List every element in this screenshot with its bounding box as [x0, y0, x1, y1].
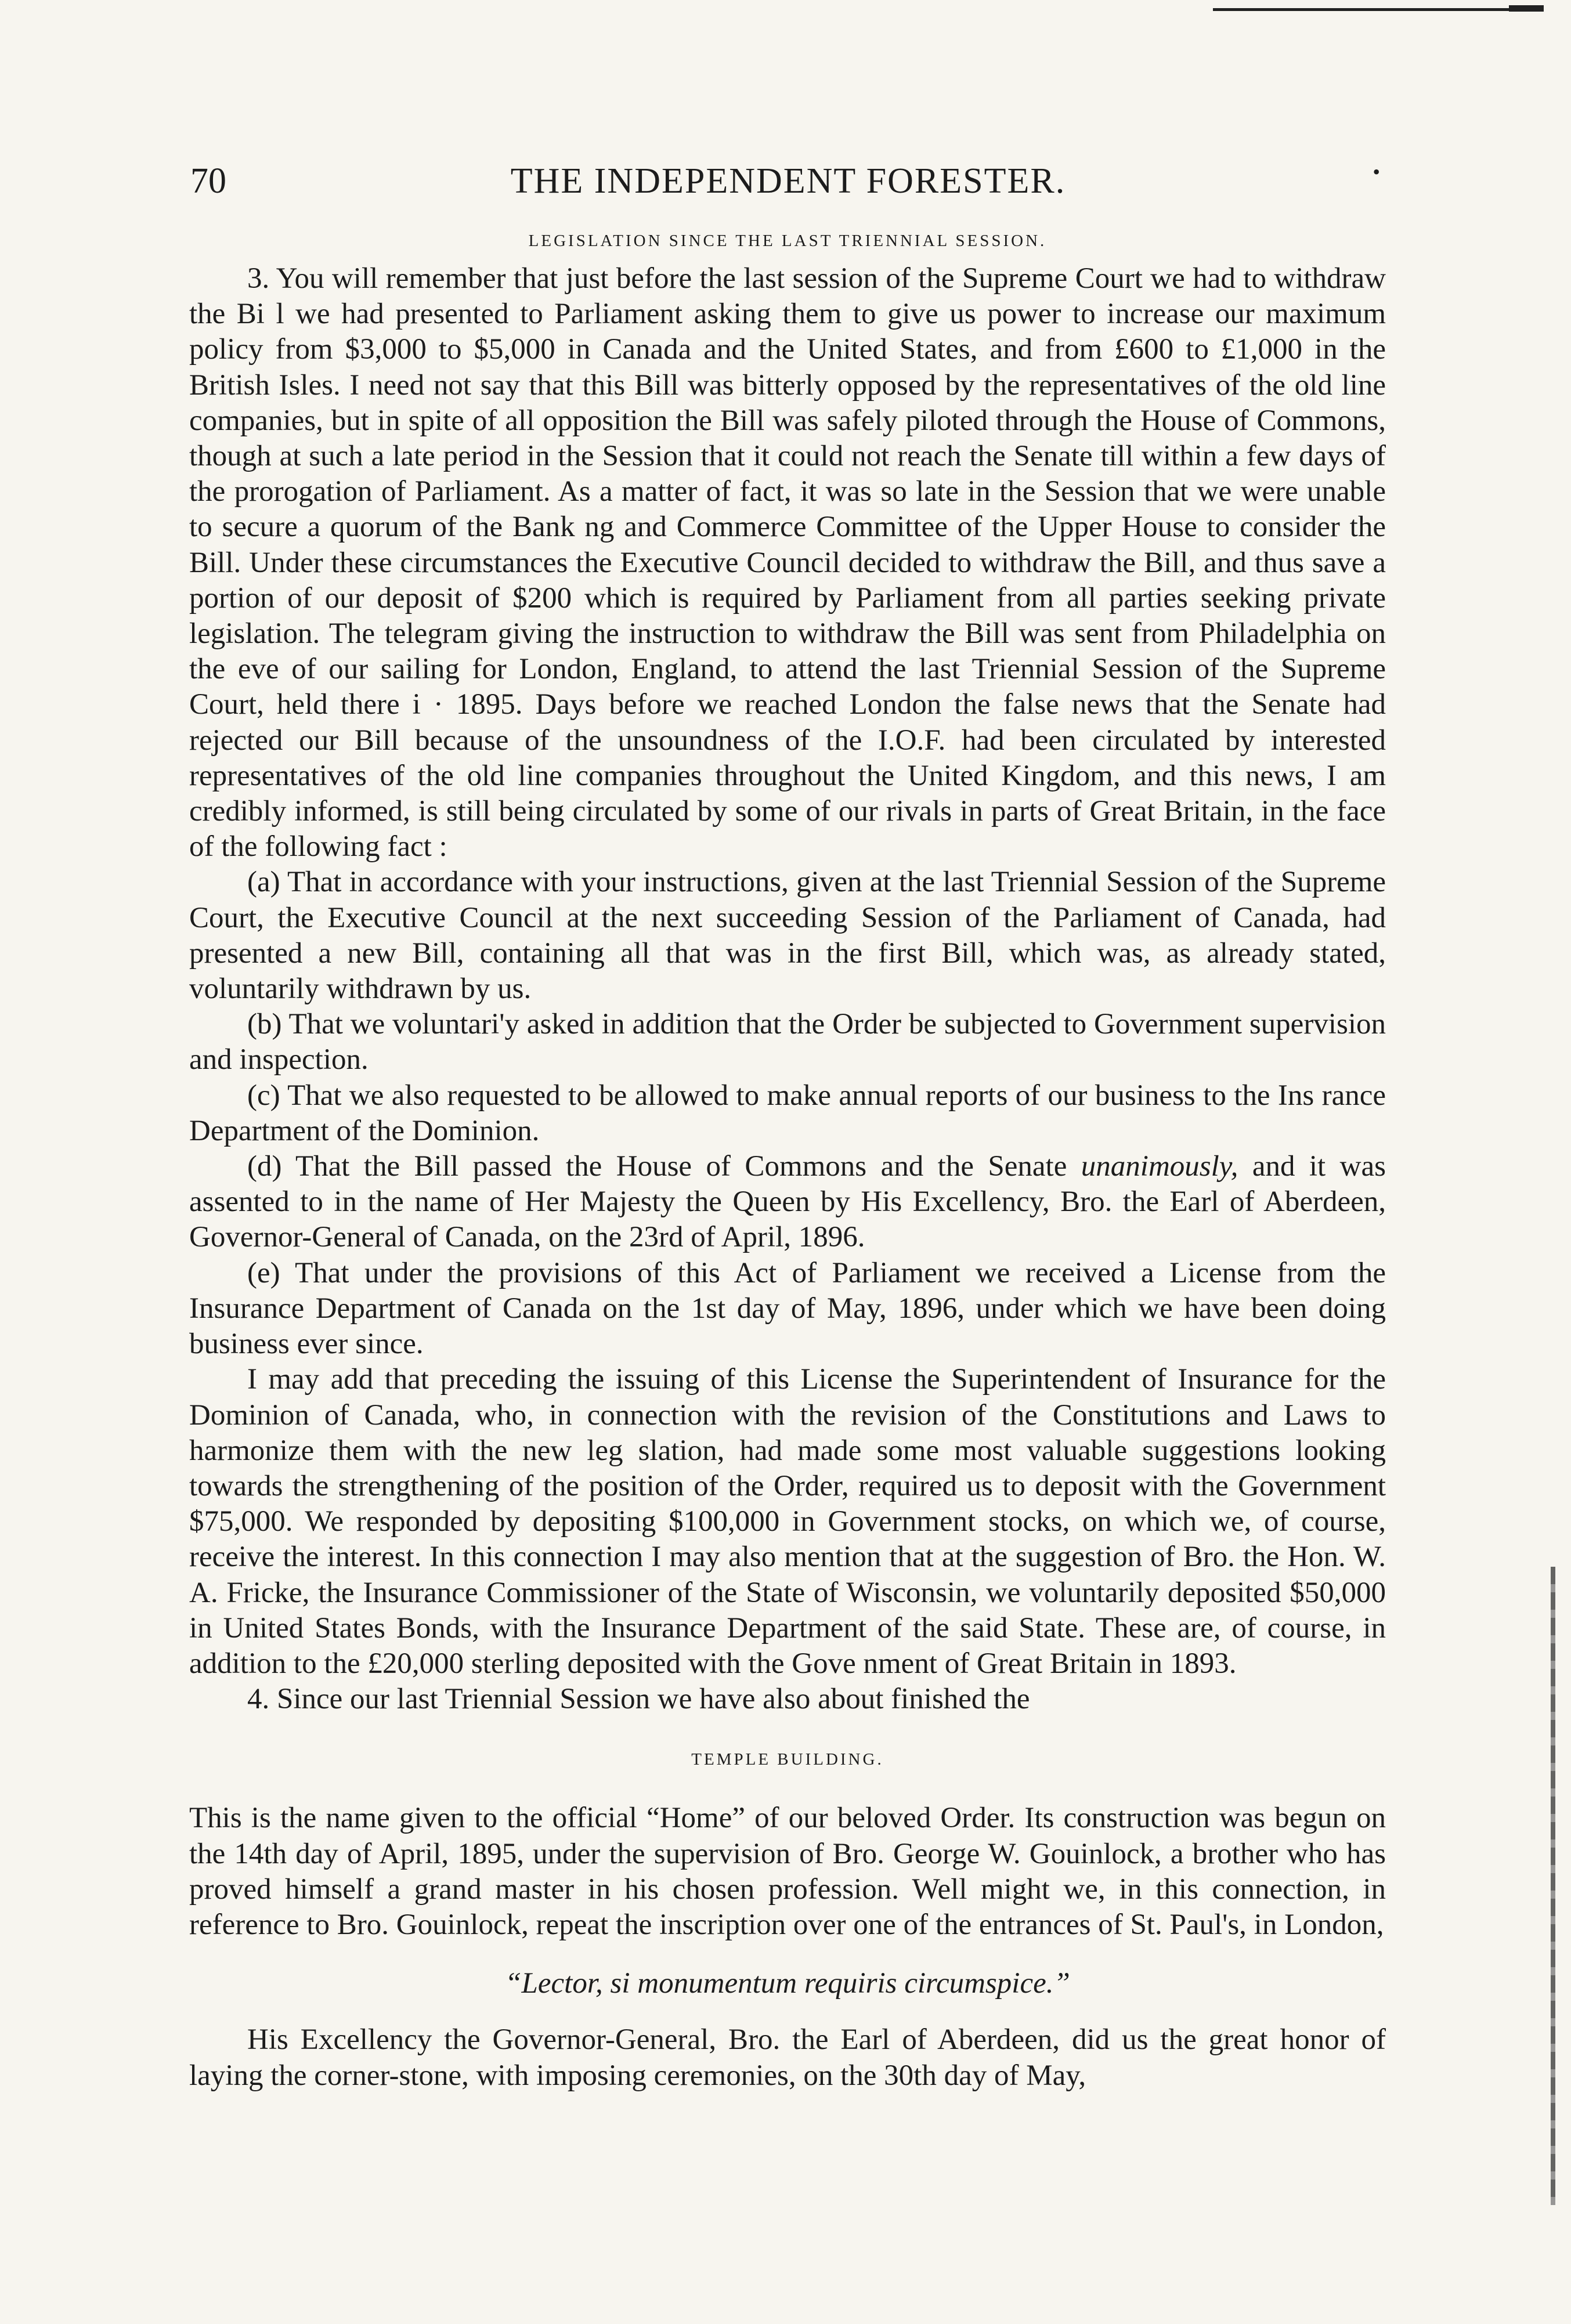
latin-inscription: “Lector, si monumentum requiris circumspice.” — [505, 1967, 1070, 2000]
body-text — [189, 223, 1386, 2094]
running-title: THE INDEPENDENT FORESTER. — [510, 161, 1066, 201]
top-rule — [1213, 8, 1538, 11]
paragraph-c: (c) That we also requested to be allowed to make annual reports of our business to the Ins rance Department of the Dominion. — [189, 1079, 1386, 1147]
paragraph-d-end: and it was assented to in the name of Her Majesty the Queen by His Excellency, Bro. the Earl of Aberdeen, Governor-General of Canada, on the 23rd of April, 1896. — [189, 1150, 1386, 1254]
paragraph-temple: This is the name given to the official “Home” of our beloved Order. Its construction was begun on the 14th day of April, 1895, under the supervision of Bro. George W. Gouinlock, a brother who has proved himself a grand master in his chosen profession. Well might we, in this connection, in reference to Bro. Gouinlock, repeat the inscription over one of the entrances of St. Paul's, in London, — [189, 1802, 1386, 1941]
top-rule-mark — [1509, 5, 1544, 12]
page-number: 70 — [190, 161, 226, 201]
paragraph-e: (e) That under the provisions of this Act of Parliament we received a License from the Insurance Department of Canada on the 1st day of May, 1896, under which we have been doing business ever since. — [189, 1256, 1386, 1361]
paragraph-license: I may add that preceding the issuing of this License the Superintendent of Insurance for the Dominion of Canada, who, in connection with the revision of the Constitutions and Laws to harmonize them with the new leg slation, had made some most valuable suggestions looking towards the strengthening of the position of the Order, required us to deposit with the Government $75,000. We responded by depositing $100,000 in Government stocks, on which we, of course, receive the interest. In this connection I may also mention that at the suggestion of Bro. the Hon. W. A. Fricke, the Insurance Commissioner of the State of Wisconsin, we voluntarily deposited $50,000 in United States Bonds, with the Insurance Department of the said State. These are, of course, in addition to the £20,000 sterling deposited with the Gove nment of Great Britain in 1893. — [189, 1363, 1386, 1680]
section-heading-legislation: LEGISLATION SINCE THE LAST TRIENNIAL SESSION. — [528, 232, 1047, 250]
page-edge-shadow — [1551, 1567, 1555, 2205]
running-header — [190, 158, 1386, 210]
paragraph-a: (a) That in accordance with your instructions, given at the last Triennial Session of the Supreme Court, the Executive Council at the next succeeding Session of the Parliament of Canada, had presented a new Bill, containing all that was in the first Bill, which was, as already stated, voluntarily withdrawn by us. — [189, 866, 1386, 1006]
paragraph-4: 4. Since our last Triennial Session we have also about finished the — [247, 1683, 1030, 1716]
paragraph-d-start: (d) That the Bill passed the House of Commons and the Senate — [247, 1150, 1081, 1183]
paragraph-b: (b) That we voluntari'y asked in addition that the Order be subjected to Government supervision and inspection. — [189, 1008, 1386, 1076]
header-dot: • — [1373, 160, 1380, 183]
paragraph-d-emphasis: unanimously, — [1081, 1150, 1238, 1183]
paragraph-final: His Excellency the Governor-General, Bro. the Earl of Aberdeen, did us the great honor of laying the corner-stone, with imposing ceremonies, on the 30th day of May, — [189, 2023, 1386, 2092]
paragraph-d — [189, 1149, 1386, 1256]
paragraph-3: 3. You will remember that just before the last session of the Supreme Court we had to withdraw the Bi l we had presented to Parliament asking them to give us power to increase our maximum policy from $3,000 to $5,000 in Canada and the United States, and from £600 to £1,000 in the British Isles. I need not say that this Bill was bitterly opposed by the representatives of the old line companies, but in spite of all opposition the Bill was safely piloted through the House of Commons, though at such a late period in the Session that it could not reach the Senate till within a few days of the prorogation of Parliament. As a matter of fact, it was so late in the Session that we were unable to secure a quorum of the Bank ng and Commerce Committee of the Upper House to consider the Bill. Under these circumstances the Executive Council decided to withdraw the Bill, and thus save a portion of our deposit of $200 which is required by Parliament from all parties seeking private legislation. The telegram giving the instruction to withdraw the Bill was sent from Philadelphia on the eve of our sailing for London, England, to attend the last Triennial Session of the Supreme Court, held there i · 1895. Days before we reached London the false news that the Senate had rejected our Bill because of the unsoundness of the I.O.F. had been circulated by interested representatives of the old line companies throughout the United Kingdom, and this news, I am credibly informed, is still being circulated by some of our rivals in parts of Great Britain, in the face of the following fact : — [189, 262, 1386, 863]
section-heading-temple: TEMPLE BUILDING. — [691, 1750, 884, 1769]
